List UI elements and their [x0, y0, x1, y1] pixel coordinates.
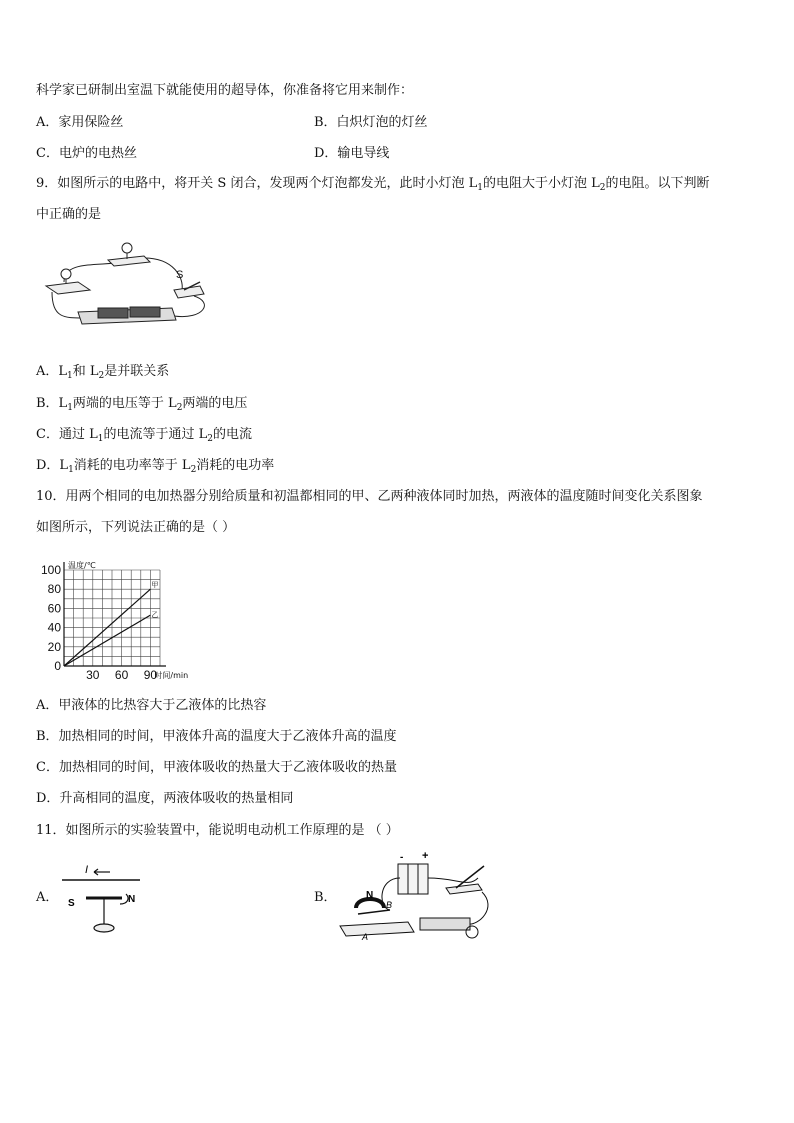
q8-option-b[interactable]: B．白炽灯泡的灯丝	[314, 115, 428, 130]
y-tick-label: 40	[47, 620, 61, 635]
wire	[468, 892, 488, 924]
q9-stem-line2: 中正确的是	[36, 207, 102, 222]
battery-minus: -	[400, 852, 404, 863]
q8-option-c[interactable]: C．电炉的电热丝	[36, 146, 137, 161]
north-label: N	[128, 894, 136, 905]
rheostat	[420, 918, 470, 930]
wire	[174, 296, 204, 317]
x-tick-label: 30	[86, 668, 100, 682]
y-tick-label: 80	[47, 582, 61, 597]
metal-rod	[358, 910, 390, 914]
battery-plus: +	[422, 850, 429, 862]
south-label: S	[68, 898, 75, 909]
point-b-label: B	[386, 900, 393, 910]
bulb-l2	[122, 243, 132, 253]
q10-stem-line2: 如图所示，下列说法正确的是（ ）	[36, 520, 236, 535]
q11-figure-a	[58, 860, 148, 940]
series-label: 乙	[151, 611, 159, 620]
current-label: I	[85, 864, 89, 876]
q8-stem: 科学家已研制出室温下就能使用的超导体，你准备将它用来制作：	[36, 83, 414, 98]
lamp-base-l2	[108, 256, 150, 266]
q9-option-c[interactable]: C．通过 $L_1$的电流等于通过 $L_2$的电流	[36, 427, 252, 444]
q9-option-b[interactable]: B．$L_1$两端的电压等于 $L_2$两端的电压	[36, 396, 248, 413]
x-tick-label: 60	[114, 668, 129, 682]
y-tick-label: 20	[47, 639, 61, 654]
base-board	[340, 922, 414, 936]
y-tick-label: 60	[47, 601, 61, 616]
lamp-base-l1	[46, 282, 90, 294]
x-tick-label: 90	[143, 668, 158, 682]
q8-option-a[interactable]: A．家用保险丝	[36, 115, 124, 130]
wire	[428, 878, 478, 882]
battery-box	[398, 864, 428, 894]
q11-option-b-label[interactable]: B．	[314, 890, 337, 905]
switch-base	[446, 884, 482, 894]
magnet-n-label: N	[366, 890, 374, 901]
series-line-yi	[64, 615, 150, 666]
series-label: 甲	[151, 581, 159, 590]
q10-option-a[interactable]: A．甲液体的比热容大于乙液体的比热容	[36, 698, 267, 713]
q9-option-d[interactable]: D．$L_1$消耗的电功率等于 $L_2$消耗的电功率	[36, 458, 275, 475]
q8-option-d[interactable]: D．输电导线	[314, 146, 390, 161]
q9-circuit-figure	[44, 238, 214, 332]
q10-stem: 10．用两个相同的电加热器分别给质量和初温都相同的甲、乙两种液体同时加热，两液体的温度随时间变化关系图象	[36, 489, 703, 504]
q9-option-a[interactable]: A．$L_1$和 $L_2$是并联关系	[36, 364, 170, 381]
q9-stem: 9．如图所示的电路中，将开关 S 闭合，发现两个灯泡都发光，此时小灯泡 $L_1$的电阻大于小灯泡 $L_2$的电阻。以下判断	[36, 176, 710, 193]
bulb-l1	[61, 269, 71, 279]
y-tick-label: 0	[54, 659, 61, 673]
q11-figure-b	[338, 848, 498, 942]
q10-option-d[interactable]: D．升高相同的温度，两液体吸收的热量相同	[36, 791, 294, 806]
q11-option-a-label[interactable]: A．	[36, 890, 59, 905]
point-a-label: A	[362, 932, 369, 942]
compass-base	[94, 924, 114, 932]
y-axis-label: 温度/℃	[68, 561, 96, 570]
q10-option-b[interactable]: B．加热相同的时间，甲液体升高的温度大于乙液体升高的温度	[36, 729, 397, 744]
temperature-time-chart	[34, 552, 204, 682]
x-axis-label: 时间/min	[154, 671, 189, 680]
q11-stem: 11．如图所示的实验装置中，能说明电动机工作原理的是 （ ）	[36, 823, 399, 838]
battery-cell	[130, 307, 160, 317]
battery-cell	[98, 308, 128, 318]
rheostat-knob	[466, 926, 478, 938]
q10-option-c[interactable]: C．加热相同的时间，甲液体吸收的热量大于乙液体吸收的热量	[36, 760, 397, 775]
switch-label: S	[176, 269, 184, 281]
y-tick-label: 100	[40, 563, 61, 577]
